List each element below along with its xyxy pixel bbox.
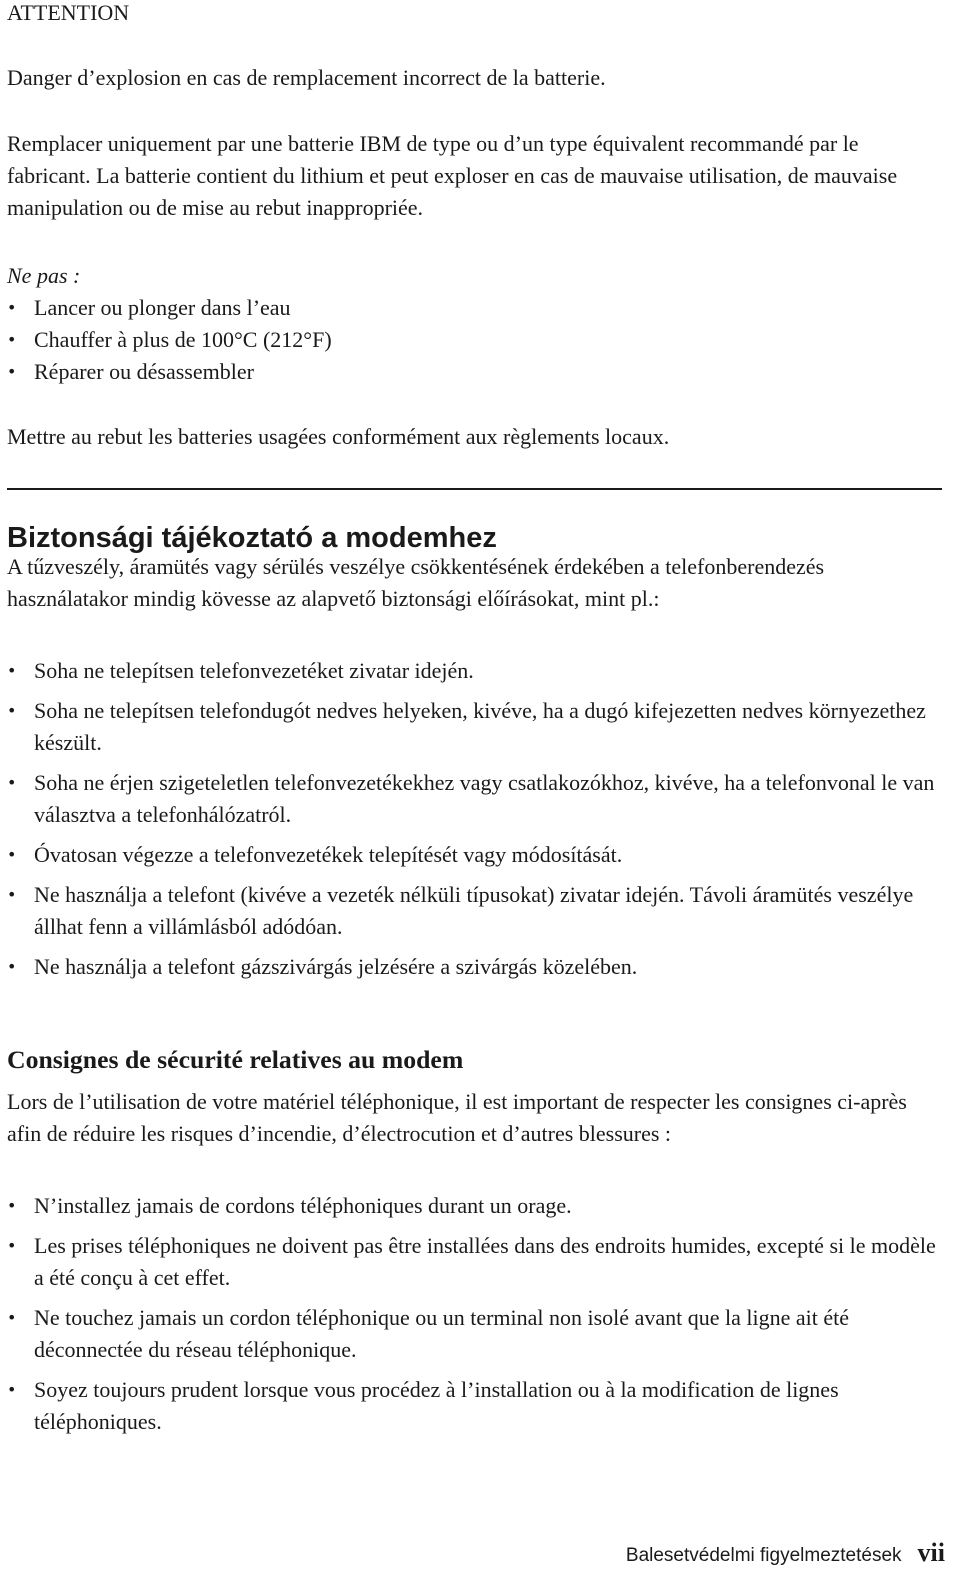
section-divider	[7, 488, 942, 490]
list-item	[7, 1302, 942, 1366]
bullet-icon: •	[7, 298, 17, 317]
ne-pas-list	[7, 292, 332, 388]
ne-pas-label: Ne pas :	[7, 263, 81, 288]
list-item	[7, 839, 942, 871]
list-item	[7, 356, 332, 388]
list-item	[7, 767, 942, 831]
danger-warning: Danger d’explosion en cas de remplacement incorrect de la batterie.	[7, 65, 606, 90]
footer-section-title: Balesetvédelmi figyelmeztetések	[625, 1545, 902, 1566]
bullet-icon: •	[7, 661, 17, 680]
modem-safety-heading-hu: Biztonsági tájékoztató a modemhez	[7, 522, 497, 555]
bullet-icon: •	[7, 957, 17, 976]
attention-heading: ATTENTION	[7, 0, 130, 25]
list-item-text: Chauffer à plus de 100°C (212°F)	[34, 327, 332, 352]
list-item-text: N’installez jamais de cordons téléphoniques durant un orage.	[34, 1193, 572, 1218]
modem-safety-heading-fr: Consignes de sécurité relatives au modem	[7, 1044, 464, 1074]
modem-safety-list-hu	[7, 655, 942, 991]
bullet-icon: •	[7, 1380, 17, 1399]
list-item-text: Ne használja a telefont gázszivárgás jelzésére a szivárgás közelében.	[34, 954, 638, 979]
list-item-text: Soha ne telepítsen telefonvezetéket zivatar idején.	[34, 658, 474, 683]
modem-safety-intro-hu: A tűzveszély, áramütés vagy sérülés veszélye csökkentésének érdekében a telefonberendezés használatakor mindig kövesse az alapvető biztonsági előírásokat, mint pl.:	[7, 554, 825, 611]
list-item	[7, 655, 942, 687]
bullet-icon: •	[7, 330, 17, 349]
disposal-note: Mettre au rebut les batteries usagées conformément aux règlements locaux.	[7, 424, 670, 449]
bullet-icon: •	[7, 885, 17, 904]
list-item	[7, 1230, 942, 1294]
list-item	[7, 695, 942, 759]
page-footer	[626, 1537, 945, 1572]
bullet-icon: •	[7, 1308, 17, 1327]
bullet-icon: •	[7, 773, 17, 792]
bullet-icon: •	[7, 1236, 17, 1255]
list-item-text: Ne touchez jamais un cordon téléphonique ou un terminal non isolé avant que la ligne ait été déconnectée du réseau téléphonique.	[34, 1305, 849, 1362]
list-item-text: Óvatosan végezze a telefonvezetékek telepítését vagy módosítását.	[34, 842, 623, 867]
bullet-icon: •	[7, 701, 17, 720]
modem-safety-intro-fr: Lors de l’utilisation de votre matériel téléphonique, il est important de respecter les consignes ci-après afin de réduire les risques d’incendie, d’électrocution et d’autres blessures :	[7, 1089, 907, 1146]
list-item-text: Soha ne érjen szigeteletlen telefonvezetékekhez vagy csatlakozókhoz, kivéve, ha a telefonvonal le van választva a telefonhálózatról.	[34, 770, 935, 827]
bullet-icon: •	[7, 362, 17, 381]
modem-safety-list-fr	[7, 1190, 942, 1446]
list-item-text: Ne használja a telefont (kivéve a vezeték nélküli típusokat) zivatar idején. Távoli áramütés veszélye állhat fenn a villámlásból adódóan.	[34, 882, 914, 939]
list-item-text: Lancer ou plonger dans l’eau	[34, 295, 291, 320]
bullet-icon: •	[7, 845, 17, 864]
list-item	[7, 1190, 942, 1222]
bullet-icon: •	[7, 1196, 17, 1215]
list-item-text: Soyez toujours prudent lorsque vous procédez à l’installation ou à la modification de lignes téléphoniques.	[34, 1377, 839, 1434]
list-item-text: Soha ne telepítsen telefondugót nedves helyeken, kivéve, ha a dugó kifejezetten nedves környezethez készült.	[34, 698, 926, 755]
list-item	[7, 292, 332, 324]
list-item-text: Les prises téléphoniques ne doivent pas être installées dans des endroits humides, excepté si le modèle a été conçu à cet effet.	[34, 1233, 936, 1290]
list-item	[7, 951, 942, 983]
list-item	[7, 324, 332, 356]
battery-paragraph: Remplacer uniquement par une batterie IBM de type ou d’un type équivalent recommandé par le fabricant. La batterie contient du lithium et peut exploser en cas de mauvaise utilisation, de mauvaise manipulation ou de mise au rebut inappropriée.	[7, 131, 898, 220]
list-item-text: Réparer ou désassembler	[34, 359, 254, 384]
list-item	[7, 1374, 942, 1438]
page-number: vii	[917, 1538, 945, 1567]
list-item	[7, 879, 942, 943]
